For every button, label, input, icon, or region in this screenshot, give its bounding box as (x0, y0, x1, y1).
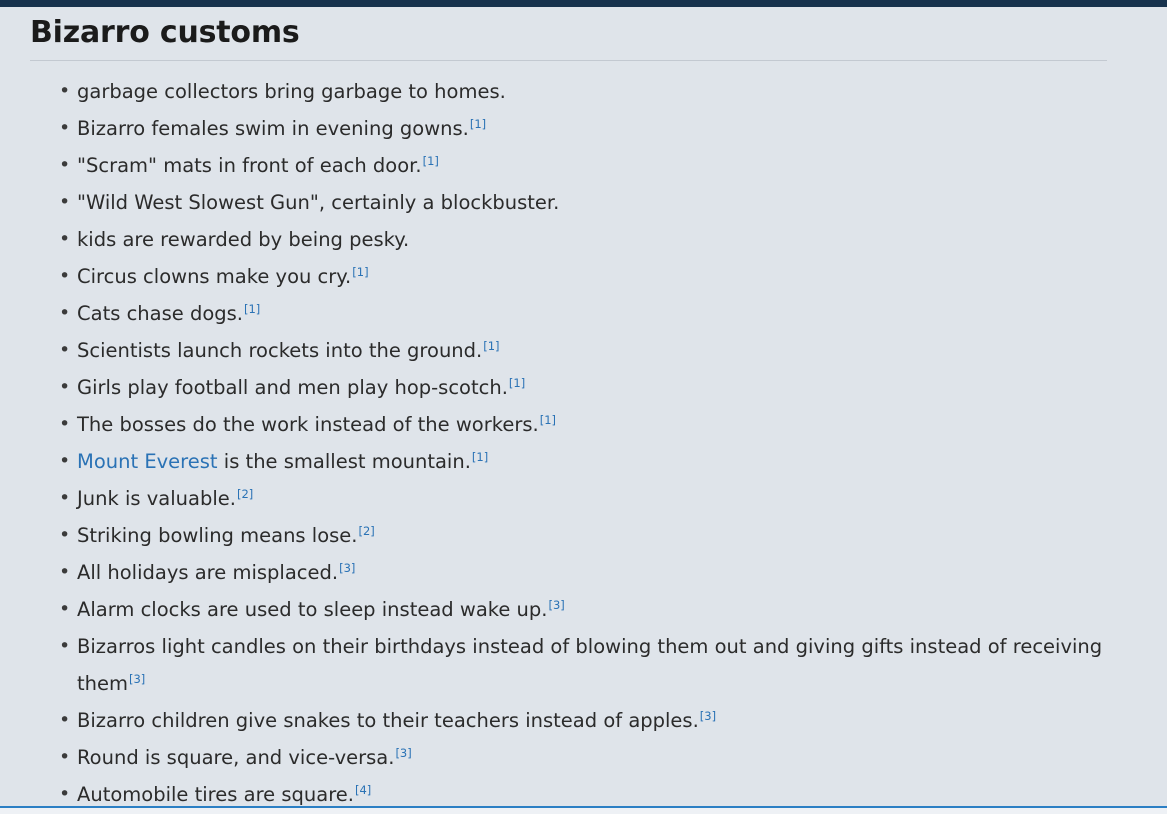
list-item (30, 73, 1137, 110)
list-bullet-icon: • (59, 524, 71, 546)
page-title: Bizarro customs (30, 15, 300, 50)
list-item-text: kids are rewarded by being pesky. (77, 228, 410, 251)
reference-link[interactable]: [1] (352, 264, 369, 279)
list-item-text: "Scram" mats in front of each door. (77, 154, 422, 177)
list-item (30, 406, 1137, 443)
list-item (30, 554, 1137, 591)
list-bullet-icon: • (59, 80, 71, 102)
list-item (30, 221, 1137, 258)
list-bullet-icon: • (59, 487, 71, 509)
list-item-text: Bizarro children give snakes to their teachers instead of apples. (77, 709, 699, 732)
list-item-text: Bizarros light candles on their birthdays instead of blowing them out and giving gifts instead of receiving them (77, 635, 1103, 695)
list-item (30, 443, 1137, 480)
list-item (30, 739, 1137, 776)
list-item-text: The bosses do the work instead of the workers. (77, 413, 539, 436)
reference-link[interactable]: [3] (129, 671, 146, 686)
list-bullet-icon: • (59, 783, 71, 805)
list-bullet-icon: • (59, 376, 71, 398)
reference-link[interactable]: [1] (539, 412, 557, 427)
reference-link[interactable]: [2] (236, 486, 254, 501)
list-item-text: All holidays are misplaced. (77, 561, 339, 584)
list-bullet-icon: • (59, 635, 71, 657)
list-bullet-icon: • (59, 709, 71, 731)
list-item-text: Girls play football and men play hop-scotch. (77, 376, 508, 399)
list-item (30, 147, 1137, 184)
list-bullet-icon: • (59, 154, 71, 176)
bottom-accent-bar (0, 806, 1167, 814)
list-bullet-icon: • (59, 450, 71, 472)
reference-link[interactable]: [1] (508, 375, 526, 390)
list-item-text: Round is square, and vice-versa. (77, 746, 395, 769)
reference-link[interactable]: [1] (422, 153, 439, 168)
list-bullet-icon: • (59, 265, 71, 287)
list-bullet-icon: • (59, 339, 71, 361)
list-item-text: garbage collectors bring garbage to homes. (77, 80, 506, 103)
list-item-text: Bizarro females swim in evening gowns. (77, 117, 469, 140)
list-bullet-icon: • (59, 413, 71, 435)
list-bullet-icon: • (59, 228, 71, 250)
list-item (30, 480, 1137, 517)
reference-link[interactable]: [1] (244, 301, 261, 316)
list-item-text: Alarm clocks are used to sleep instead wake up. (77, 598, 548, 621)
list-bullet-icon: • (59, 191, 71, 213)
article-content (0, 7, 1167, 808)
list-item-text: Scientists launch rockets into the ground. (77, 339, 483, 362)
list-item (30, 332, 1137, 369)
title-divider (30, 60, 1107, 61)
list-item-text: Striking bowling means lose. (77, 524, 358, 547)
reference-link[interactable]: [1] (469, 116, 487, 131)
list-item (30, 258, 1137, 295)
list-item-text: Circus clowns make you cry. (77, 265, 352, 288)
list-bullet-icon: • (59, 117, 71, 139)
reference-link[interactable]: [3] (699, 708, 717, 723)
list-bullet-icon: • (59, 302, 71, 324)
list-item (30, 184, 1137, 221)
list-item (30, 517, 1137, 554)
list-bullet-icon: • (59, 598, 71, 620)
reference-link[interactable]: [1] (483, 338, 500, 353)
reference-link[interactable]: [1] (471, 449, 489, 464)
list-item-text: Junk is valuable. (77, 487, 236, 510)
list-item-text: "Wild West Slowest Gun", certainly a blockbuster. (77, 191, 560, 214)
reference-link[interactable]: [2] (358, 523, 375, 538)
list-item (30, 369, 1137, 406)
top-chrome-bar (0, 0, 1167, 7)
reference-link[interactable]: [3] (395, 745, 412, 760)
reference-link[interactable]: [3] (548, 597, 565, 612)
reference-link[interactable]: [4] (354, 782, 372, 797)
list-item (30, 591, 1137, 628)
list-item-text: is the smallest mountain. (217, 450, 471, 473)
list-item-text: Cats chase dogs. (77, 302, 243, 325)
list-item (30, 702, 1137, 739)
mount-everest-link[interactable]: Mount Everest (77, 450, 218, 473)
bizarro-customs-list (30, 73, 1137, 813)
reference-link[interactable]: [3] (339, 560, 356, 575)
list-item (30, 628, 1137, 702)
list-bullet-icon: • (59, 746, 71, 768)
list-bullet-icon: • (59, 561, 71, 583)
list-item-text: Automobile tires are square. (77, 783, 354, 806)
list-item (30, 110, 1137, 147)
list-item (30, 295, 1137, 332)
